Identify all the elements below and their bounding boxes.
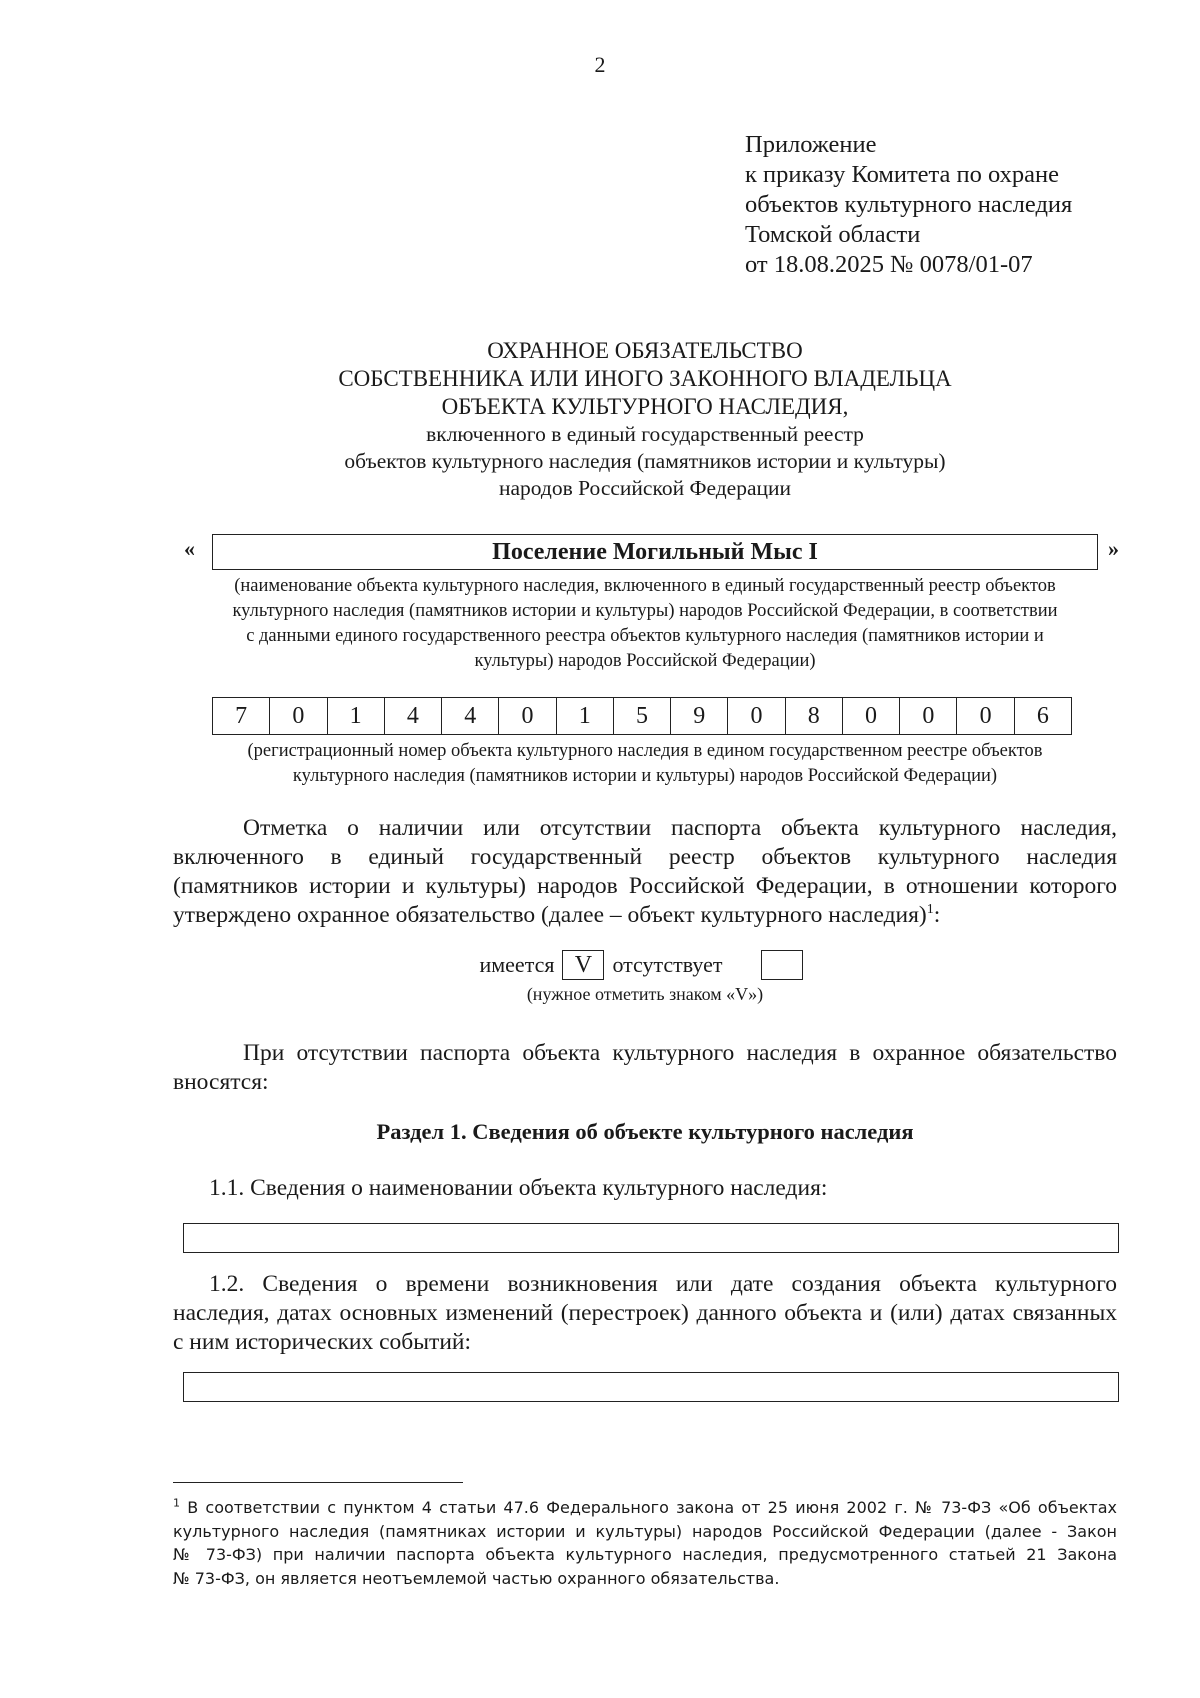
footnote-reference: 1 <box>926 902 934 918</box>
registration-digit: 9 <box>671 698 728 734</box>
appendix-line: от 18.08.2025 № 0078/01-07 <box>745 251 1033 278</box>
passport-mark-paragraph <box>173 814 1117 930</box>
footnote-line-text: В соответствии с пунктом 4 статьи 47.6 Федерального закона от 25 июня 2002 г. № 73-ФЗ «Об объектах <box>180 1498 1117 1517</box>
object-name-box <box>212 534 1098 570</box>
caption-line: культуры) народов Российской Федерации) <box>474 651 816 671</box>
quote-open: « <box>184 536 195 561</box>
footnote-first-line <box>173 1496 1117 1520</box>
subtitle-line: объектов культурного наследия (памятников истории и культуры) <box>344 449 946 473</box>
paragraph-line: включенного в единый государственный реестр объектов культурного наследия <box>173 844 1117 870</box>
title-line: СОБСТВЕННИКА ИЛИ ИНОГО ЗАКОННОГО ВЛАДЕЛЬЦА <box>338 366 952 391</box>
registration-digit: 8 <box>786 698 843 734</box>
paragraph-colon: : <box>933 902 941 928</box>
registration-number-boxes <box>212 697 1072 735</box>
registration-digit: 0 <box>270 698 327 734</box>
footnote-line: культурного наследия (памятниках истории и культуры) народов Российской Федерации (далее - Закон <box>173 1521 1117 1541</box>
paragraph-line: 1.2. Сведения о времени возникновения или дате создания объекта культурного <box>209 1271 1117 1297</box>
document-subtitle <box>0 421 1200 502</box>
quote-close: » <box>1108 536 1119 561</box>
appendix-line: к приказу Комитета по охране <box>745 161 1060 188</box>
subtitle-line: народов Российской Федерации <box>498 476 791 500</box>
paragraph-line: (памятников истории и культуры) народов Российской Федерации, в отношении которого <box>173 873 1117 899</box>
item-1-1 <box>173 1174 1117 1203</box>
registration-digit: 6 <box>1015 698 1072 734</box>
registration-digit: 0 <box>843 698 900 734</box>
present-label: имеется <box>479 952 555 977</box>
registration-digit: 4 <box>385 698 442 734</box>
paragraph-last-line <box>173 901 1117 930</box>
appendix-line: Томской области <box>745 221 921 248</box>
caption-line: (наименование объекта культурного наследия, включенного в единый государственный реестр объектов <box>234 576 1056 596</box>
registration-digit: 5 <box>614 698 671 734</box>
paragraph-line: с ним исторических событий: <box>173 1329 472 1355</box>
appendix-block <box>745 130 1072 280</box>
passport-checkboxes <box>0 950 1200 1005</box>
paragraph-line: Отметка о наличии или отсутствии паспорта объекта культурного наследия, <box>243 815 1117 841</box>
registration-caption <box>150 739 1140 789</box>
appendix-line: Приложение <box>745 131 877 158</box>
registration-digit: 0 <box>957 698 1014 734</box>
absent-checkbox[interactable] <box>761 950 803 980</box>
title-line: ОБЪЕКТА КУЛЬТУРНОГО НАСЛЕДИЯ, <box>441 394 849 419</box>
footnote-separator <box>173 1482 463 1483</box>
registration-digit: 0 <box>728 698 785 734</box>
paragraph-line: При отсутствии паспорта объекта культурного наследия в охранное обязательство <box>243 1040 1117 1066</box>
caption-line: с данными единого государственного реестра объектов культурного наследия (памятников истории и <box>246 626 1044 646</box>
footnote-marker: 1 <box>173 1496 180 1510</box>
document-title <box>0 337 1200 421</box>
page-number: 2 <box>594 52 606 77</box>
paragraph-line: 1.1. Сведения о наименовании объекта культурного наследия: <box>209 1175 828 1201</box>
footnote-line: № 73-ФЗ) при наличии паспорта объекта культурного наследия, предусмотренного статьей 21 Закона <box>173 1545 1117 1564</box>
registration-digit: 4 <box>442 698 499 734</box>
object-name-field[interactable] <box>183 1223 1119 1253</box>
caption-line: культурного наследия (памятников истории и культуры) народов Российской Федерации) <box>292 766 998 786</box>
object-name: Поселение Могильный Мыс I <box>492 538 818 565</box>
subtitle-line: включенного в единый государственный реестр <box>426 422 864 446</box>
absent-label: отсутствует <box>612 952 723 977</box>
absence-paragraph <box>173 1039 1117 1097</box>
footnote <box>173 1496 1117 1590</box>
title-line: ОХРАННОЕ ОБЯЗАТЕЛЬСТВО <box>487 338 803 363</box>
appendix-line: объектов культурного наследия <box>745 191 1073 218</box>
section-1-heading: Раздел 1. Сведения об объекте культурного наследия <box>376 1119 914 1144</box>
caption-line: (регистрационный номер объекта культурного наследия в едином государственном реестре объектов <box>247 741 1043 761</box>
object-dates-field[interactable] <box>183 1372 1119 1402</box>
paragraph-line: вносятся: <box>173 1069 269 1095</box>
paragraph-line-text: утверждено охранное обязательство (далее – объект культурного наследия) <box>173 902 927 928</box>
registration-digit: 1 <box>328 698 385 734</box>
item-1-2 <box>173 1270 1117 1357</box>
registration-digit: 0 <box>900 698 957 734</box>
present-checkbox[interactable]: V <box>562 950 604 980</box>
registration-digit: 7 <box>213 698 270 734</box>
object-name-caption <box>150 574 1140 674</box>
registration-digit: 1 <box>557 698 614 734</box>
registration-digit: 0 <box>499 698 556 734</box>
paragraph-line: наследия, датах основных изменений (перестроек) данного объекта и (или) датах связанных <box>173 1300 1117 1326</box>
footnote-line: № 73-ФЗ, он является неотъемлемой частью охранного обязательства. <box>173 1568 780 1588</box>
caption-line: культурного наследия (памятников истории и культуры) народов Российской Федерации, в соответствии <box>232 601 1058 621</box>
checkbox-note: (нужное отметить знаком «V») <box>526 984 764 1004</box>
